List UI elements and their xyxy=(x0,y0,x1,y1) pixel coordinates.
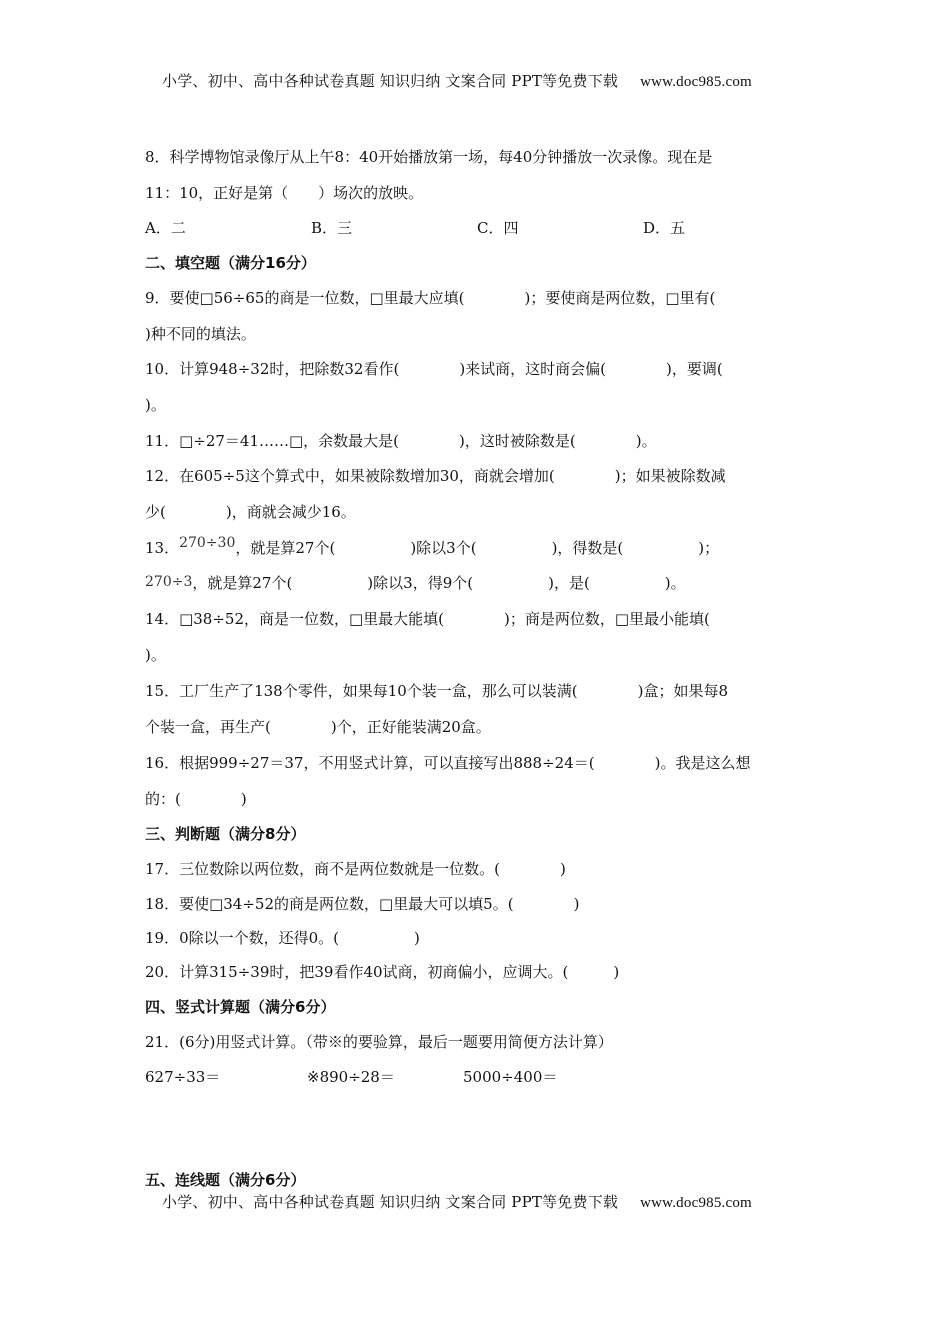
question-17: 17．三位数除以两位数，商不是两位数就是一位数。( ) xyxy=(145,860,566,878)
question-9-line-2: )种不同的填法。 xyxy=(145,325,256,343)
page-footer xyxy=(162,1191,752,1212)
question-8-options xyxy=(145,218,825,238)
question-20: 20．计算315÷39时，把39看作40试商，初商偏小，应调大。( ) xyxy=(145,963,620,981)
question-8-line-1: 8．科学博物馆录像厅从上午8：40开始播放第一场，每40分钟播放一次录像。现在是 xyxy=(145,148,713,166)
option-a[interactable]: A．二 xyxy=(145,219,186,237)
question-12-line-1: 12．在605÷5这个算式中，如果被除数增加30，商就会增加( )；如果被除数减 xyxy=(145,467,726,485)
expression-627-div-33: 627÷33＝ xyxy=(145,1068,221,1086)
header-url[interactable]: www.doc985.com xyxy=(640,74,752,90)
question-16-line-1: 16．根据999÷27＝37，不用竖式计算，可以直接写出888÷24＝( )。我是这么想 xyxy=(145,754,751,772)
question-9-line-1: 9．要使□56÷65的商是一位数，□里最大应填( )；要使商是两位数，□里有( xyxy=(145,289,716,307)
question-13-text-1: ，就是算27个( )除以3个( )，得数是( )； xyxy=(235,539,720,557)
question-10-line-1: 10．计算948÷32时，把除数32看作( )来试商，这时商会偏( )，要调( xyxy=(145,360,723,378)
expression-5000-div-400: 5000÷400＝ xyxy=(463,1068,558,1086)
expression-270-div-3: 270÷3 xyxy=(145,574,193,590)
question-21-line-1: 21．(6分)用竖式计算。（带※的要验算，最后一题要用简便方法计算） xyxy=(145,1033,613,1051)
question-18: 18．要使□34÷52的商是两位数，□里最大可以填5。( ) xyxy=(145,895,580,913)
question-12-line-2: 少( )，商就会减少16。 xyxy=(145,503,356,521)
question-11: 11．□÷27＝41……□，余数最大是( )，这时被除数是( )。 xyxy=(145,432,657,450)
section-vertical-calc-title: 四、竖式计算题（满分6分） xyxy=(145,998,336,1016)
section-fill-blank-title: 二、填空题（满分16分） xyxy=(145,254,316,272)
question-19: 19．0除以一个数，还得0。( ) xyxy=(145,929,420,947)
question-13-line-1 xyxy=(145,535,825,559)
question-15-line-2: 个装一盒，再生产( )个，正好能装满20盒。 xyxy=(145,718,491,736)
option-b[interactable]: B．三 xyxy=(311,219,353,237)
question-13-text-2: ，就是算27个( )除以3，得9个( )，是( )。 xyxy=(192,574,686,592)
expression-890-div-28: ※890÷28＝ xyxy=(307,1068,395,1086)
question-13-number: 13． xyxy=(145,539,180,557)
question-8-line-2: 11：10，正好是第（ ）场次的放映。 xyxy=(145,184,424,202)
question-13-line-2 xyxy=(145,573,825,594)
section-matching-title: 五、连线题（满分6分） xyxy=(145,1171,306,1189)
footer-text: 小学、初中、高中各种试卷真题 知识归纳 文案合同 PPT等免费下载 xyxy=(162,1193,619,1211)
question-14-line-2: )。 xyxy=(145,646,166,664)
question-16-line-2: 的：( ) xyxy=(145,790,247,808)
section-true-false-title: 三、判断题（满分8分） xyxy=(145,825,306,843)
question-14-line-1: 14．□38÷52，商是一位数，□里最大能填( )；商是两位数，□里最小能填( xyxy=(145,610,710,628)
question-10-line-2: )。 xyxy=(145,396,166,414)
header-text: 小学、初中、高中各种试卷真题 知识归纳 文案合同 PPT等免费下载 xyxy=(162,72,619,90)
footer-url[interactable]: www.doc985.com xyxy=(640,1195,752,1211)
option-d[interactable]: D．五 xyxy=(643,219,686,237)
question-15-line-1: 15．工厂生产了138个零件，如果每10个装一盒，那么可以装满( )盒；如果每8 xyxy=(145,682,729,700)
expression-270-div-30: 270÷30 xyxy=(179,535,236,551)
question-21-expressions xyxy=(145,1067,825,1087)
page-header xyxy=(162,70,752,91)
option-c[interactable]: C．四 xyxy=(477,219,519,237)
